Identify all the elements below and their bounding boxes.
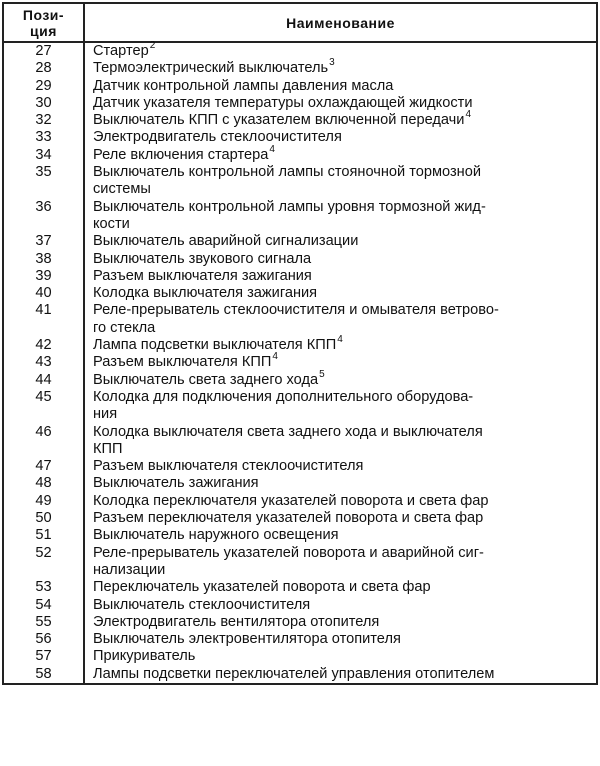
table-row: [3, 95, 597, 112]
position-cell: 51: [3, 527, 84, 544]
name-line: ния: [93, 406, 118, 423]
position-cell: 58: [3, 666, 84, 684]
table-row: [3, 354, 597, 371]
table-row: [3, 285, 597, 302]
footnote-marker: 4: [337, 334, 343, 346]
table-row: [3, 631, 597, 648]
position-cell: 38: [3, 251, 84, 268]
header-name: Наименование: [84, 3, 597, 42]
name-cell: [84, 164, 597, 199]
name-cell: [84, 42, 597, 60]
name-cell: [84, 199, 597, 234]
footnote-marker: 4: [269, 143, 275, 155]
parts-table: [2, 2, 598, 685]
name-line: Выключатель контрольной лампы уровня тормозной жид-: [93, 198, 486, 215]
table-row: [3, 60, 597, 77]
table-row: [3, 545, 597, 580]
footnote-marker: 3: [329, 57, 335, 69]
name-cell: [84, 666, 597, 684]
name-line: Лампа подсветки выключателя КПП$^4$: [93, 334, 343, 354]
table-row: [3, 597, 597, 614]
name-line: Разъем выключателя зажигания: [93, 267, 312, 284]
name-line: кости: [93, 215, 130, 232]
table-row: [3, 579, 597, 596]
name-line: Колодка переключателя указателей поворота и света фар: [93, 492, 489, 509]
table-row: [3, 614, 597, 631]
table-row: [3, 475, 597, 492]
table-row: [3, 268, 597, 285]
name-line: Электродвигатель вентилятора отопителя: [93, 613, 380, 630]
position-cell: 55: [3, 614, 84, 631]
footnote-marker: 4: [465, 109, 471, 121]
position-cell: 33: [3, 129, 84, 146]
name-line: системы: [93, 181, 151, 198]
position-cell: 36: [3, 199, 84, 234]
table-row: [3, 424, 597, 459]
name-line: Выключатель света заднего хода$^5$: [93, 368, 325, 388]
table-row: [3, 164, 597, 199]
table-row: [3, 112, 597, 129]
table-row: [3, 493, 597, 510]
name-line: Колодка выключателя зажигания: [93, 285, 318, 302]
table-row: [3, 233, 597, 250]
name-cell: [84, 302, 597, 337]
name-line: Выключатель контрольной лампы стояночной тормозной: [93, 164, 482, 181]
table-row: [3, 251, 597, 268]
table-row: [3, 42, 597, 60]
name-line: Термоэлектрический выключатель$^3$: [93, 57, 335, 77]
position-cell: 37: [3, 233, 84, 250]
name-cell: [84, 57, 597, 77]
footnote-marker: 4: [272, 351, 278, 363]
position-cell: 30: [3, 95, 84, 112]
header-row: [3, 3, 597, 42]
footnote-marker: 5: [319, 368, 325, 380]
header-position-line2: ция: [30, 23, 57, 39]
position-cell: 50: [3, 510, 84, 527]
name-cell: [84, 510, 597, 527]
name-line: Прикуриватель: [93, 648, 196, 665]
table-row: [3, 666, 597, 684]
position-cell: 48: [3, 475, 84, 492]
position-cell: 52: [3, 545, 84, 580]
footnote-marker: 2: [149, 40, 156, 52]
position-cell: 47: [3, 458, 84, 475]
name-line: КПП: [93, 440, 123, 457]
position-cell: 43: [3, 354, 84, 371]
table-row: [3, 302, 597, 337]
name-cell: [84, 143, 597, 164]
table-row: [3, 527, 597, 544]
position-cell: 40: [3, 285, 84, 302]
name-line: Переключатель указателей поворота и света фар: [93, 579, 431, 596]
name-line: Выключатель КПП с указателем включенной передачи$^4$: [93, 109, 471, 129]
name-cell: [84, 351, 597, 371]
table-row: [3, 147, 597, 164]
name-cell: [84, 493, 597, 510]
position-cell: 56: [3, 631, 84, 648]
name-line: Выключатель зажигания: [93, 475, 259, 492]
table-row: [3, 129, 597, 146]
name-cell: [84, 527, 597, 544]
name-cell: [84, 268, 597, 285]
position-cell: 44: [3, 372, 84, 389]
name-line: Выключатель электровентилятора отопителя: [93, 631, 401, 648]
table-row: [3, 78, 597, 95]
name-cell: [84, 95, 597, 112]
name-cell: [84, 129, 597, 146]
name-cell: [84, 614, 597, 631]
name-line: Разъем выключателя КПП$^4$: [93, 351, 278, 371]
name-cell: [84, 368, 597, 389]
table-row: [3, 337, 597, 354]
name-cell: [84, 78, 597, 95]
name-line: Датчик контрольной лампы давления масла: [93, 77, 394, 94]
name-line: Реле-прерыватель стеклоочистителя и омывателя ветрово-: [93, 302, 499, 319]
header-position: [3, 3, 84, 42]
position-cell: 29: [3, 78, 84, 95]
name-cell: [84, 251, 597, 268]
name-line: Разъем выключателя стеклоочистителя: [93, 458, 364, 475]
name-cell: [84, 648, 597, 665]
name-cell: [84, 424, 597, 459]
name-line: нализации: [93, 561, 166, 578]
name-line: Выключатель звукового сигнала: [93, 250, 312, 267]
name-cell: [84, 109, 597, 129]
table-row: [3, 510, 597, 527]
position-cell: 35: [3, 164, 84, 199]
name-cell: [84, 233, 597, 250]
name-line: го стекла: [93, 319, 156, 336]
name-cell: [84, 458, 597, 475]
name-line: Датчик указателя температуры охлаждающей жидкости: [93, 94, 473, 111]
name-line: Электродвигатель стеклоочистителя: [93, 129, 342, 146]
name-line: Колодка выключателя света заднего хода и выключателя: [93, 423, 483, 440]
position-cell: 45: [3, 389, 84, 424]
position-cell: 53: [3, 579, 84, 596]
position-cell: 34: [3, 147, 84, 164]
table-row: [3, 648, 597, 665]
position-cell: 54: [3, 597, 84, 614]
name-cell: [84, 334, 597, 354]
name-cell: [84, 597, 597, 614]
name-line: Реле-прерыватель указателей поворота и аварийной сиг-: [93, 544, 484, 561]
name-line: Разъем переключателя указателей поворота и света фар: [93, 510, 484, 527]
position-cell: 41: [3, 302, 84, 337]
name-cell: [84, 475, 597, 492]
name-line: Колодка для подключения дополнительного оборудова-: [93, 388, 474, 405]
position-cell: 49: [3, 493, 84, 510]
position-cell: 39: [3, 268, 84, 285]
position-cell: 46: [3, 424, 84, 459]
position-cell: 28: [3, 60, 84, 77]
name-cell: [84, 545, 597, 580]
position-cell: 27: [3, 42, 84, 60]
name-cell: [84, 631, 597, 648]
name-cell: [84, 389, 597, 424]
table-row: [3, 199, 597, 234]
name-cell: [84, 579, 597, 596]
position-cell: 42: [3, 337, 84, 354]
table-row: [3, 372, 597, 389]
table-body: [3, 42, 597, 684]
table-row: [3, 389, 597, 424]
name-line: Реле включения стартера$^4$: [93, 143, 275, 163]
header-position-line1: Пози-: [22, 7, 65, 23]
table-header: [3, 3, 597, 42]
name-line: Лампы подсветки переключателей управления отопителем: [93, 665, 495, 682]
name-cell: [84, 285, 597, 302]
position-cell: 32: [3, 112, 84, 129]
name-line: Выключатель стеклоочистителя: [93, 596, 311, 613]
position-cell: 57: [3, 648, 84, 665]
name-line: Выключатель наружного освещения: [93, 527, 339, 544]
name-line: Выключатель аварийной сигнализации: [93, 233, 359, 250]
name-line: Стартер$^2$: [93, 40, 156, 59]
table-row: [3, 458, 597, 475]
